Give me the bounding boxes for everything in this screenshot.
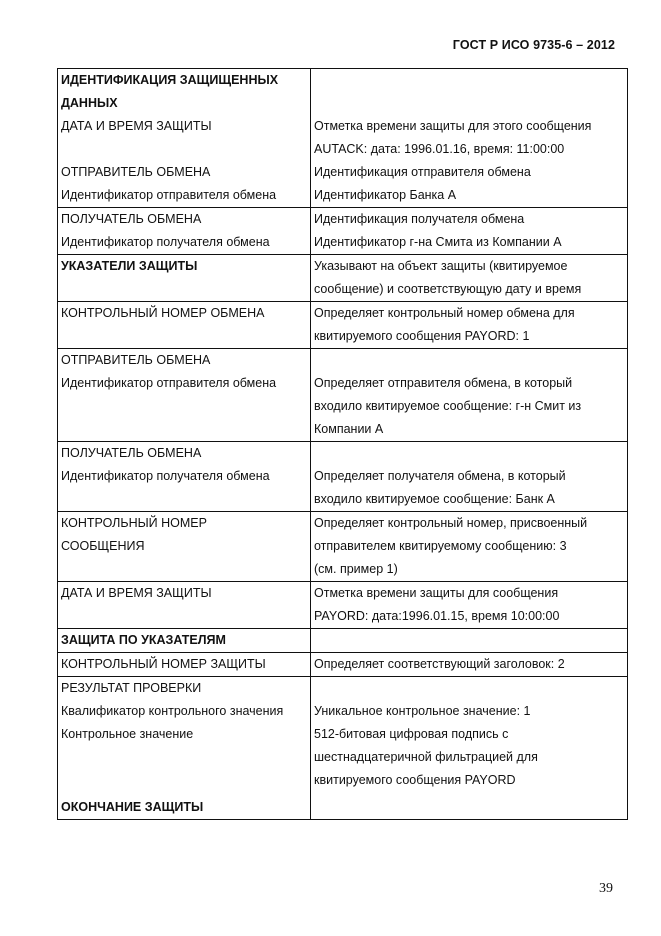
field-name-line: КОНТРОЛЬНЫЙ НОМЕР: [61, 516, 207, 530]
description-cell: [311, 372, 628, 442]
field-name-cell: [58, 442, 311, 466]
description-line: Определяет контрольный номер, присвоенный: [314, 516, 588, 530]
table-row: [58, 184, 628, 208]
table-row: [58, 629, 628, 653]
field-name-line: КОНТРОЛЬНЫЙ НОМЕР ОБМЕНА: [61, 306, 265, 320]
table-row: [58, 582, 628, 629]
field-name-cell: [58, 349, 311, 373]
description-line: Определяет отправителя обмена, в который: [314, 376, 573, 390]
description-line: AUTACK: дата: 1996.01.16, время: 11:00:00: [314, 142, 565, 156]
description-cell: [311, 255, 628, 302]
document-header: ГОСТ Р ИСО 9735-6 – 2012: [452, 38, 615, 52]
table-row: [58, 465, 628, 512]
field-name-line: ОТПРАВИТЕЛЬ ОБМЕНА: [61, 165, 211, 179]
description-line: Отметка времени защиты для сообщения: [314, 586, 559, 600]
description-cell: [311, 161, 628, 184]
description-line: (см. пример 1): [314, 562, 398, 576]
table-row: [58, 115, 628, 161]
description-line: Идентификатор г-на Смита из Компании А: [314, 235, 562, 249]
table-row: [58, 677, 628, 701]
table-row: [58, 255, 628, 302]
description-line: отправителем квитируемому сообщению: 3: [314, 539, 567, 553]
field-name-cell: [58, 792, 311, 820]
description-line: Компании А: [314, 422, 384, 436]
field-name-line: УКАЗАТЕЛИ ЗАЩИТЫ: [61, 259, 198, 273]
table-row: [58, 372, 628, 442]
description-cell: [311, 723, 628, 792]
description-line: квитируемого сообщения PAYORD: [314, 773, 516, 787]
field-name-line: ОКОНЧАНИЕ ЗАЩИТЫ: [61, 800, 204, 814]
description-line: Определяет соответствующий заголовок: 2: [314, 657, 565, 671]
description-cell: [311, 208, 628, 232]
description-cell: [311, 700, 628, 723]
description-line: Отметка времени защиты для этого сообщения: [314, 119, 592, 133]
field-name-line: ОТПРАВИТЕЛЬ ОБМЕНА: [61, 353, 211, 367]
description-cell: [311, 582, 628, 629]
field-name-line: ЗАЩИТА ПО УКАЗАТЕЛЯМ: [61, 633, 226, 647]
description-line: шестнадцатеричной фильтрацией для: [314, 750, 538, 764]
field-name-cell: [58, 115, 311, 161]
description-cell: [311, 442, 628, 466]
page-number: 39: [599, 881, 613, 896]
field-name-line: ПОЛУЧАТЕЛЬ ОБМЕНА: [61, 446, 202, 460]
description-cell: [311, 465, 628, 512]
field-name-line: ИДЕНТИФИКАЦИЯ ЗАЩИЩЕННЫХ: [61, 73, 279, 87]
table-row: [58, 700, 628, 723]
field-name-cell: [58, 302, 311, 349]
message-structure-table: [57, 68, 628, 820]
field-name-cell: [58, 653, 311, 677]
field-name-line: СООБЩЕНИЯ: [61, 539, 145, 553]
field-name-line: ДАННЫХ: [61, 96, 118, 110]
description-line: Идентификатор Банка А: [314, 188, 457, 202]
description-line: Идентификация получателя обмена: [314, 212, 525, 226]
description-line: PAYORD: дата:1996.01.15, время 10:00:00: [314, 609, 560, 623]
field-name-cell: [58, 231, 311, 255]
field-name-line: ДАТА И ВРЕМЯ ЗАЩИТЫ: [61, 586, 212, 600]
table-row: [58, 231, 628, 255]
field-name-line: Идентификатор отправителя обмена: [61, 188, 277, 202]
table-row: [58, 512, 628, 582]
field-name-cell: [58, 629, 311, 653]
field-name-line: Идентификатор получателя обмена: [61, 469, 270, 483]
description-line: Указывают на объект защиты (квитируемое: [314, 259, 568, 273]
table-row: [58, 69, 628, 116]
table-row: [58, 653, 628, 677]
description-cell: [311, 512, 628, 582]
table-row: [58, 349, 628, 373]
table-row: [58, 723, 628, 792]
field-name-line: Контрольное значение: [61, 727, 194, 741]
description-cell: [311, 302, 628, 349]
field-name-cell: [58, 677, 311, 701]
description-line: Уникальное контрольное значение: 1: [314, 704, 531, 718]
field-name-line: ДАТА И ВРЕМЯ ЗАЩИТЫ: [61, 119, 212, 133]
field-name-cell: [58, 465, 311, 512]
description-cell: [311, 184, 628, 208]
field-name-line: Идентификатор получателя обмена: [61, 235, 270, 249]
field-name-cell: [58, 255, 311, 302]
field-name-cell: [58, 69, 311, 116]
table-row: [58, 442, 628, 466]
table-row: [58, 792, 628, 820]
description-line: сообщение) и соответствующую дату и время: [314, 282, 582, 296]
field-name-cell: [58, 208, 311, 232]
table-row: [58, 208, 628, 232]
description-cell: [311, 231, 628, 255]
description-cell: [311, 69, 628, 116]
table-row: [58, 161, 628, 184]
field-name-cell: [58, 372, 311, 442]
field-name-line: Квалификатор контрольного значения: [61, 704, 284, 718]
field-name-line: ПОЛУЧАТЕЛЬ ОБМЕНА: [61, 212, 202, 226]
description-line: Идентификация отправителя обмена: [314, 165, 531, 179]
description-line: 512-битовая цифровая подпись с: [314, 727, 509, 741]
description-line: квитируемого сообщения PAYORD: 1: [314, 329, 530, 343]
description-cell: [311, 629, 628, 653]
field-name-cell: [58, 700, 311, 723]
field-name-line: КОНТРОЛЬНЫЙ НОМЕР ЗАЩИТЫ: [61, 657, 266, 671]
field-name-cell: [58, 512, 311, 582]
description-cell: [311, 677, 628, 701]
description-cell: [311, 349, 628, 373]
field-name-cell: [58, 161, 311, 184]
description-line: Определяет контрольный номер обмена для: [314, 306, 575, 320]
field-name-cell: [58, 582, 311, 629]
field-name-cell: [58, 723, 311, 792]
description-cell: [311, 115, 628, 161]
table-row: [58, 302, 628, 349]
description-cell: [311, 653, 628, 677]
description-line: Определяет получателя обмена, в который: [314, 469, 566, 483]
field-name-line: РЕЗУЛЬТАТ ПРОВЕРКИ: [61, 681, 202, 695]
description-cell: [311, 792, 628, 820]
field-name-line: Идентификатор отправителя обмена: [61, 376, 277, 390]
description-line: входило квитируемое сообщение: Банк А: [314, 492, 555, 506]
description-line: входило квитируемое сообщение: г-н Смит из: [314, 399, 582, 413]
field-name-cell: [58, 184, 311, 208]
